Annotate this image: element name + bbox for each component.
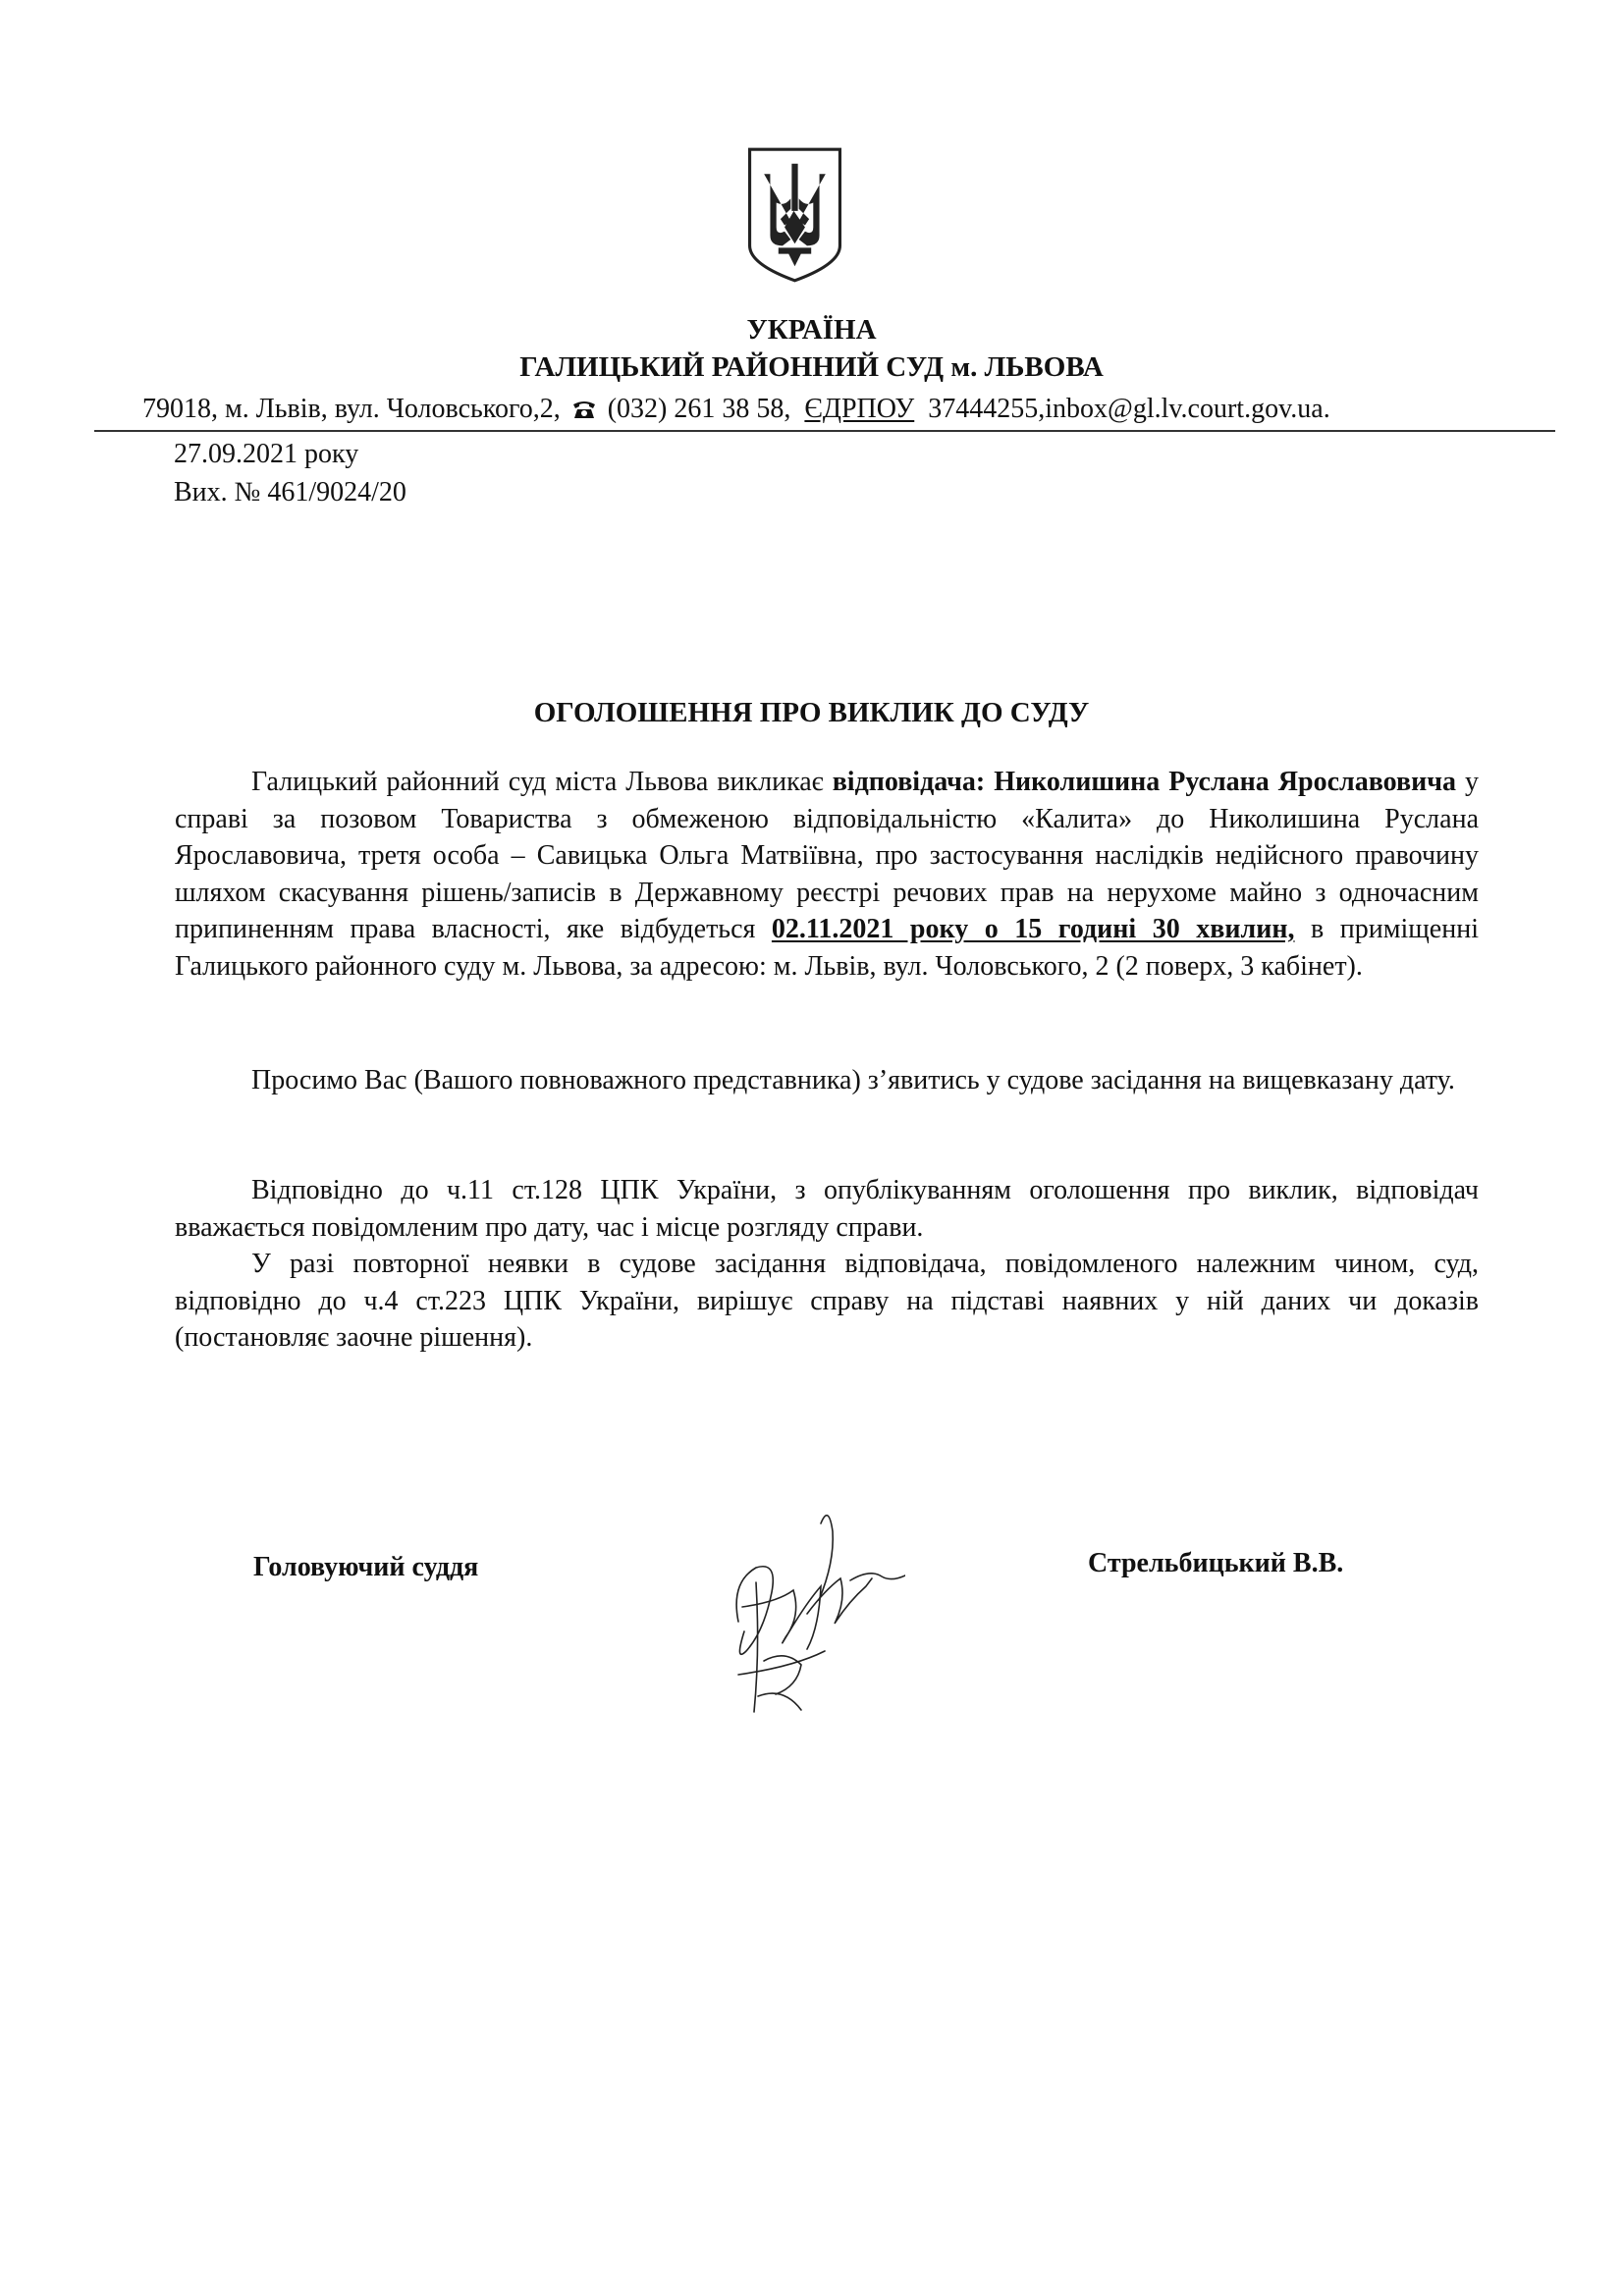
hearing-location: в приміщенні Галицького районного суду м. Львова, за адресою: м. Львів, вул. Чоловського, 2 (2 поверх, 3 кабінет). [175,914,1479,982]
notice-title: ОГОЛОШЕННЯ ПРО ВИКЛИК ДО СУДУ [533,697,1090,728]
outgoing-number: Вих. № 461/9024/20 [174,477,406,507]
court-address: 79018, м. Львів, вул. Чоловського,2, [142,394,561,424]
coat-of-arms-icon [743,145,846,285]
court-address-line: 79018, м. Львів, вул. Чоловського,2, (032) 261 38 58, ЄДРПОУ 37444255,inbox@gl.lv.court.gov.ua. [142,394,1330,424]
notice-paragraph-request: Просимо Вас (Вашого повноважного представника) з’явитись у судове засідання на вищевказану дату. [251,1065,1455,1095]
edrpou-label: ЄДРПОУ [804,394,915,424]
header-country: УКРАЇНА [746,314,877,346]
signatory-role: Головуючий суддя [253,1552,479,1582]
notice-paragraph-default-judgment: У разі повторної неявки в судове засідання відповідача, повідомленого належним чином, суд, відповідно до ч.4 ст.223 ЦПК України, вирішує справу на підставі наявних у ній даних чи доказів (постановляє заочне рішення). [175,1249,1479,1353]
court-phone: (032) 261 38 58 [607,394,784,424]
letter-date: 27.09.2021 року [174,439,359,469]
respondent-label: відповідача: [832,767,986,797]
telephone-icon [571,400,597,419]
notice-paragraph-law-reference: Відповідно до ч.11 ст.128 ЦПК України, з опублікуванням оголошення про виклик, відповідач вважається повідомленим про дату, час і місце розгляду справи. [175,1175,1479,1243]
hearing-datetime: 02.11.2021 року о 15 годині 30 хвилин, [771,914,1295,944]
court-name: ГАЛИЦЬКИЙ РАЙОННИЙ СУД м. ЛЬВОВА [519,351,1104,383]
header-divider [94,430,1555,432]
signatory-name: Стрельбицький В.В. [1088,1548,1344,1578]
summons-intro: Галицький районний суд міста Львова викликає [251,767,833,797]
handwritten-signature [699,1484,905,1730]
edrpou-contacts: 37444255,inbox@gl.lv.court.gov.ua. [928,394,1330,424]
case-description: у справі за позовом Товариства з обмеженою відповідальністю «Калита» до Николишина Руслана Ярославовича, третя особа – Савицька Ольга Матвіївна, про застосування наслідків недійсного правочину шляхом скасування рішень/записів в Державному реєстрі речових прав на нерухоме майно з одночасним припиненням права власності, яке відбудеться [175,767,1480,944]
notice-paragraph-summons [175,764,1479,985]
respondent-name: Николишина Руслана Ярославовича [994,767,1457,797]
